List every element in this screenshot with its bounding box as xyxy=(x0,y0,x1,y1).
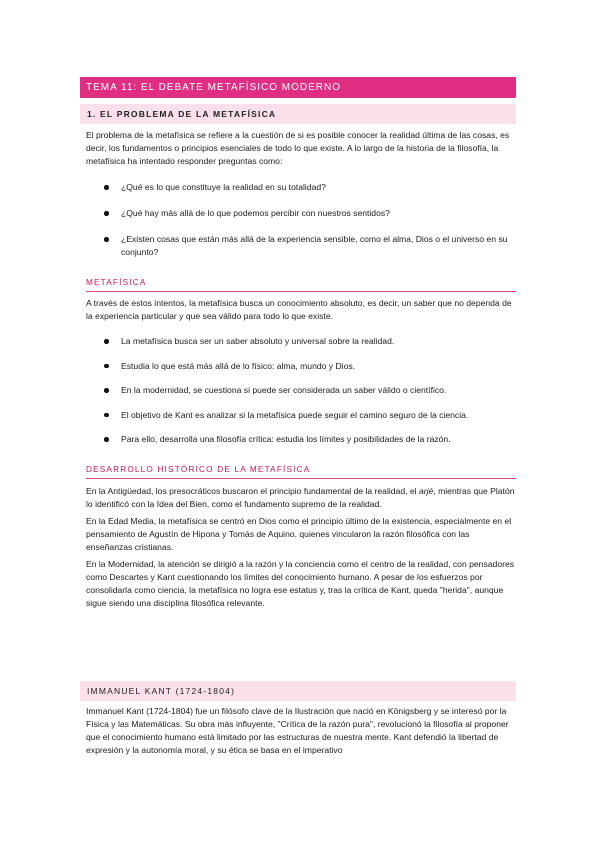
list-item: ¿Existen cosas que están más allá de la experiencia sensible, como el alma, Dios o el universo en su conjunto? xyxy=(100,233,516,259)
list-item: La metafísica busca ser un saber absoluto y universal sobre la realidad. xyxy=(100,335,516,348)
subheading-metafisica: METAFÍSICA xyxy=(86,277,516,292)
list-item: En la modernidad, se cuestiona si puede ser considerada un saber válido o científico. xyxy=(100,384,516,397)
desarrollo-paragraph-modernidad: En la Modernidad, la atención se dirigió a la razón y la conciencia como el centro de la realidad, con pensadores como Descartes y Kant cuestionando los límites del conocimiento humano. A pesar de los esfuerzos por consolidarla como ciencia, la metafísica no logra ese estatus y, tras la crítica de Kant, queda "herida", aunque sigue siendo una disciplina filosófica relevante. xyxy=(86,559,515,608)
list-item: Estudia lo que está más allá de lo físico: alma, mundo y Dios. xyxy=(100,360,516,373)
metafisica-points-list xyxy=(100,335,516,446)
list-item: El objetivo de Kant es analizar si la metafísica puede seguir el camino seguro de la ciencia. xyxy=(100,409,516,422)
list-item: ¿Qué hay más allá de lo que podemos percibir con nuestros sentidos? xyxy=(100,207,516,220)
section1-intro-paragraph: El problema de la metafísica se refiere a la cuestión de si es posible conocer la realidad última de las cosas, es decir, los fundamentos o principios esenciales de todo lo que existe. A lo largo de la historia de la filosofía, la metafísica ha intentado responder preguntas como: xyxy=(86,130,510,166)
desarrollo-paragraph-edad-media: En la Edad Media, la metafísica se centró en Dios como el principio último de la existencia, especialmente en el pensamiento de Agustín de Hipona y Tomás de Aquino, quienes vincularon la razón filosófica con las enseñanzas cristianas. xyxy=(86,516,512,552)
questions-list xyxy=(100,181,516,259)
section-heading-kant: IMMANUEL KANT (1724-1804) xyxy=(80,681,516,701)
desarrollo-paragraph-antiguedad: En la Antigüedad, los presocráticos buscaron el principio fundamental de la realidad, el arjé, mientras que Platón lo identificó con la Idea del Bien, como el fundamento supremo de la realidad. xyxy=(86,486,515,509)
subheading-desarrollo-historico: DESARROLLO HISTÓRICO DE LA METAFÍSICA xyxy=(86,464,516,479)
metafisica-intro-paragraph: A través de estos intentos, la metafísica busca un conocimiento absoluto, es decir, un saber que no dependa de la experiencia particular y que sea válido para todo lo que existe. xyxy=(86,298,512,321)
page-title: TEMA 11: EL DEBATE METAFÍSICO MODERNO xyxy=(80,77,516,98)
section-heading-problema: 1. EL PROBLEMA DE LA METAFÍSICA xyxy=(80,104,516,124)
list-item: Para ello, desarrolla una filosofía crítica: estudia los límites y posibilidades de la razón. xyxy=(100,433,516,446)
kant-paragraph: Immanuel Kant (1724-1804) fue un filósofo clave de la Ilustración que nació en Königsberg y se interesó por la Física y las Matemáticas. Su obra más influyente, "Crítica de la razón pura", revolucionó la filosofía al proponer que el conocimiento humano está limitado por las estructuras de nuestra mente. Kant defendió la libertad de expresión y la autonomía moral, y su ética se basa en el imperativo xyxy=(86,706,509,755)
list-item: ¿Qué es lo que constituye la realidad en su totalidad? xyxy=(100,181,516,194)
